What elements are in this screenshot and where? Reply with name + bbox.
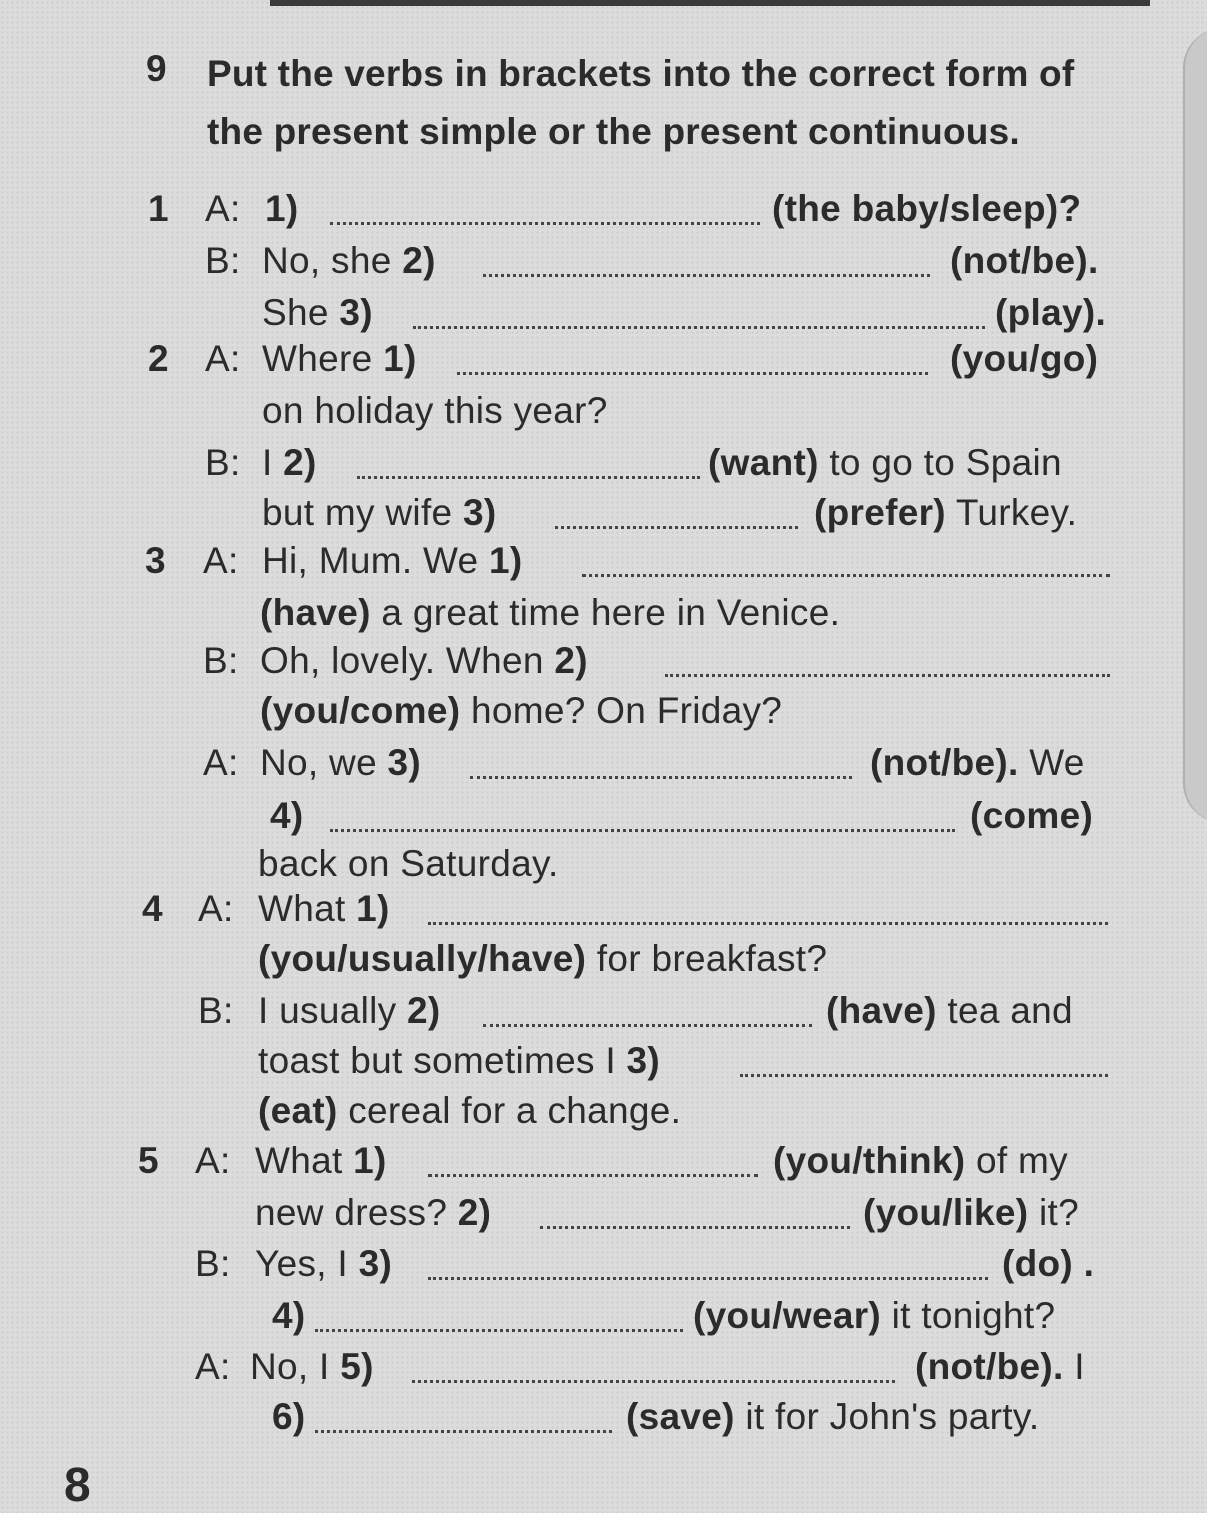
tail-text: home? On Friday? <box>460 690 783 731</box>
gap-number: 2) <box>407 990 441 1031</box>
item-number: 5 <box>138 1140 159 1181</box>
gap-number: 6) <box>272 1396 306 1437</box>
answer-blank[interactable] <box>315 1430 612 1433</box>
answer-blank[interactable] <box>428 922 1108 925</box>
line-prefix <box>262 540 523 582</box>
answer-blank[interactable] <box>330 222 760 225</box>
speaker-label: B: <box>195 1243 231 1284</box>
verb-prompt-run <box>814 492 1077 534</box>
gap-number: 1) <box>353 1140 387 1181</box>
gap-number: 3) <box>387 742 422 783</box>
answer-blank[interactable] <box>483 274 930 277</box>
tail-text: it tonight? <box>881 1295 1056 1336</box>
speaker-label: B: <box>203 640 239 681</box>
verb-prompt-run <box>258 938 827 980</box>
answer-blank[interactable] <box>582 574 1110 577</box>
answer-blank[interactable] <box>315 1329 683 1332</box>
line-prefix <box>262 292 373 334</box>
line-prefix <box>262 442 317 484</box>
verb-prompt: (save) <box>626 1396 735 1437</box>
line-prefix <box>258 888 390 930</box>
answer-blank[interactable] <box>665 674 1110 677</box>
line-prefix <box>255 1192 491 1234</box>
verb-prompt-run <box>870 742 1085 784</box>
prefix-text: No, we <box>260 742 388 783</box>
answer-blank[interactable] <box>428 1174 758 1177</box>
verb-prompt-run <box>863 1192 1079 1234</box>
verb-prompt-run <box>1002 1243 1094 1285</box>
prefix-text: but my wife <box>262 492 463 533</box>
prefix-text: What <box>258 888 357 929</box>
line-prefix <box>258 1040 660 1082</box>
answer-blank[interactable] <box>457 372 928 375</box>
prefix-text: new dress? <box>255 1192 458 1233</box>
verb-prompt: (not/be). <box>870 742 1019 783</box>
prefix-text: Yes, I <box>255 1243 359 1284</box>
tail-text: I <box>1063 1346 1085 1387</box>
top-rule <box>270 0 1150 6</box>
verb-prompt-run <box>772 188 1081 230</box>
line-prefix <box>258 990 441 1032</box>
prefix-text: Oh, lovely. When <box>260 640 555 681</box>
prefix-text: I <box>262 442 284 483</box>
item-number: 4 <box>142 888 163 929</box>
item-number: 2 <box>148 338 169 379</box>
line-prefix <box>262 338 417 380</box>
verb-prompt: (not/be). <box>950 240 1099 281</box>
gap-number: 4) <box>270 795 304 836</box>
prefix-text: What <box>255 1140 354 1181</box>
verb-prompt-run <box>950 338 1098 380</box>
speaker-label: A: <box>205 188 241 229</box>
gap-number: 3) <box>339 292 373 333</box>
speaker-label: B: <box>205 442 241 483</box>
answer-blank[interactable] <box>412 1380 895 1383</box>
answer-blank[interactable] <box>740 1074 1108 1077</box>
speaker-label: A: <box>205 338 241 379</box>
verb-prompt-run <box>260 592 840 634</box>
instruction-line-1: Put the verbs in brackets into the correct form of <box>207 53 1075 94</box>
verb-prompt: (the baby/sleep)? <box>772 188 1082 229</box>
speaker-label: A: <box>195 1346 231 1387</box>
prefix-text: She <box>262 292 340 333</box>
answer-blank[interactable] <box>357 476 700 479</box>
page-edge-tab <box>1183 28 1207 823</box>
verb-prompt-run <box>826 990 1073 1032</box>
gap-number: 3) <box>626 1040 661 1081</box>
gap-number: 2) <box>554 640 588 681</box>
page-number: 8 <box>64 1459 91 1512</box>
verb-prompt: (play). <box>995 292 1107 333</box>
prefix-text: I usually <box>258 990 408 1031</box>
prefix-text: toast but sometimes I <box>258 1040 627 1081</box>
exercise-number: 9 <box>146 48 167 89</box>
prefix-text: Hi, Mum. We <box>262 540 489 581</box>
verb-prompt-run <box>626 1396 1039 1438</box>
verb-prompt: (do) . <box>1002 1243 1095 1284</box>
tail-text: to go to Spain <box>818 442 1062 483</box>
verb-prompt: (have) <box>826 990 937 1031</box>
verb-prompt: (you/wear) <box>693 1295 882 1336</box>
tail-text: cereal for a change. <box>337 1090 682 1131</box>
verb-prompt: (want) <box>708 442 819 483</box>
line-prefix <box>272 1295 306 1337</box>
verb-prompt-run <box>773 1140 1068 1182</box>
item-number: 1 <box>148 188 169 229</box>
speaker-label: A: <box>195 1140 231 1181</box>
verb-prompt: (you/like) <box>863 1192 1029 1233</box>
verb-prompt: (have) <box>260 592 371 633</box>
tail-text: of my <box>965 1140 1068 1181</box>
speaker-label: A: <box>203 540 239 581</box>
verb-prompt: (not/be). <box>915 1346 1064 1387</box>
line-prefix <box>255 1140 387 1182</box>
gap-number: 2) <box>283 442 317 483</box>
line-prefix <box>262 492 497 534</box>
verb-prompt: (prefer) <box>814 492 946 533</box>
answer-blank[interactable] <box>413 326 985 329</box>
answer-blank[interactable] <box>470 776 852 779</box>
line-prefix <box>272 1396 306 1438</box>
tail-text: for breakfast? <box>586 938 828 979</box>
item-number: 3 <box>145 540 166 581</box>
answer-blank[interactable] <box>330 829 955 832</box>
verb-prompt: (you/go) <box>950 338 1099 379</box>
verb-prompt-run <box>995 292 1106 334</box>
tail-text: it? <box>1028 1192 1079 1233</box>
gap-number: 3) <box>358 1243 393 1284</box>
prefix-text: No, she <box>262 240 403 281</box>
tail-text: Turkey. <box>945 492 1078 533</box>
speaker-label: B: <box>205 240 241 281</box>
verb-prompt-run <box>950 240 1099 282</box>
answer-blank[interactable] <box>555 526 798 529</box>
line-prefix <box>260 742 421 784</box>
tail-text: We <box>1018 742 1085 783</box>
verb-prompt: (you/come) <box>260 690 461 731</box>
verb-prompt-run <box>708 442 1062 484</box>
gap-number: 1) <box>356 888 390 929</box>
prefix-text: No, I <box>250 1346 341 1387</box>
line-prefix <box>250 1346 374 1388</box>
line-text: back on Saturday. <box>258 843 559 884</box>
speaker-label: A: <box>203 742 239 783</box>
gap-number: 5) <box>340 1346 374 1387</box>
line-prefix <box>270 795 304 837</box>
gap-number: 1) <box>489 540 523 581</box>
instruction-line-2: the present simple or the present continuous. <box>207 111 1020 152</box>
gap-number: 4) <box>272 1295 306 1336</box>
line-prefix <box>260 640 588 682</box>
line-text: on holiday this year? <box>262 390 608 431</box>
verb-prompt: (come) <box>970 795 1094 836</box>
line-prefix <box>262 240 436 282</box>
line-prefix <box>255 1243 392 1285</box>
answer-blank[interactable] <box>540 1226 850 1229</box>
tail-text: a great time here in Venice. <box>370 592 841 633</box>
verb-prompt-run <box>258 1090 681 1132</box>
tail-text: it for John's party. <box>734 1396 1040 1437</box>
gap-number: 1) <box>265 188 299 229</box>
gap-number: 3) <box>463 492 497 533</box>
verb-prompt-run <box>970 795 1093 837</box>
gap-number: 2) <box>402 240 436 281</box>
verb-prompt: (you/think) <box>773 1140 966 1181</box>
verb-prompt: (you/usually/have) <box>258 938 587 979</box>
gap-number: 1) <box>383 338 417 379</box>
prefix-text: Where <box>262 338 384 379</box>
gap-number: 2) <box>457 1192 492 1233</box>
speaker-label: A: <box>198 888 234 929</box>
verb-prompt-run <box>915 1346 1085 1388</box>
answer-blank[interactable] <box>483 1024 812 1027</box>
verb-prompt: (eat) <box>258 1090 338 1131</box>
answer-blank[interactable] <box>428 1277 988 1280</box>
speaker-label: B: <box>198 990 234 1031</box>
tail-text: tea and <box>936 990 1073 1031</box>
verb-prompt-run <box>260 690 782 732</box>
line-prefix <box>265 188 299 230</box>
verb-prompt-run <box>693 1295 1055 1337</box>
